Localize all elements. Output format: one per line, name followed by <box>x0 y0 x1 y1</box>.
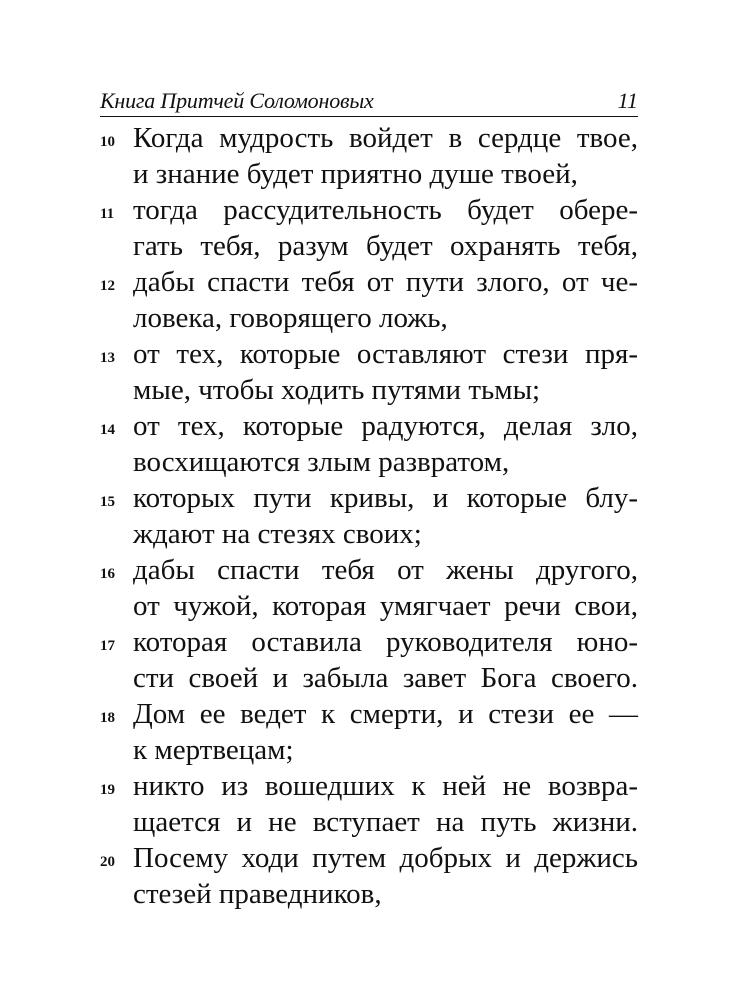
verse <box>100 408 638 480</box>
verse-line: от тех, которые оставляют стези пря- <box>133 338 638 370</box>
verse-line: ловека, говорящего ложь, <box>133 302 448 334</box>
verse-line: тогда рассудительность будет обере- <box>133 194 638 226</box>
header-rule <box>100 116 638 117</box>
book-title: Книга Притчей Соломоновых <box>100 88 374 113</box>
verse-number: 15 <box>100 494 115 510</box>
verse <box>100 264 638 336</box>
verse-line: ждают на стезях своих; <box>133 518 422 550</box>
verse-line: дабы спасти тебя от жены другого, <box>133 554 638 586</box>
verse-line: мые, чтобы ходить путями тьмы; <box>133 374 541 406</box>
verse <box>100 120 638 192</box>
verse-number: 16 <box>100 566 115 582</box>
verse-line: Когда мудрость войдет в сердце твое, <box>133 122 638 154</box>
verse-number: 10 <box>100 134 115 150</box>
verse-number: 13 <box>100 350 115 366</box>
verse-number: 18 <box>100 710 115 726</box>
verse-line: сти своей и забыла завет Бога своего. <box>133 662 638 694</box>
verse-line: щается и не вступает на путь жизни. <box>133 806 638 838</box>
page-number: 11 <box>617 88 638 113</box>
verse <box>100 768 638 840</box>
verse <box>100 192 638 264</box>
verse-list <box>100 120 638 912</box>
running-head <box>100 86 638 116</box>
verse-line: Посему ходи путем добрых и держись <box>133 842 638 874</box>
verse <box>100 480 638 552</box>
verse-number: 17 <box>100 638 115 654</box>
verse <box>100 552 638 624</box>
verse-line: гать тебя, разум будет охранять тебя, <box>133 230 638 262</box>
verse-number: 19 <box>100 782 115 798</box>
verse <box>100 336 638 408</box>
verse-line: и знание будет приятно душе твоей, <box>133 158 578 190</box>
verse-line: к мертвецам; <box>133 734 294 766</box>
verse <box>100 840 638 912</box>
verse-line: от чужой, которая умягчает речи свои, <box>133 590 638 622</box>
verse-number: 14 <box>100 422 115 438</box>
verse-line: от тех, которые радуются, делая зло, <box>133 410 638 442</box>
verse-number: 11 <box>100 206 115 222</box>
verse-number: 20 <box>100 854 115 870</box>
verse <box>100 696 638 768</box>
verse-line: Дом ее ведет к смерти, и стези ее — <box>133 698 638 730</box>
verse-line: которых пути кривы, и которые блу- <box>133 482 638 514</box>
verse <box>100 624 638 696</box>
verse-line: дабы спасти тебя от пути злого, от че- <box>133 266 638 298</box>
verse-number: 12 <box>100 278 115 294</box>
verse-line: никто из вошедших к ней не возвра- <box>133 770 638 802</box>
verse-line: стезей праведников, <box>133 878 382 910</box>
verse-line: восхищаются злым развратом, <box>133 446 510 478</box>
verse-line: которая оставила руководителя юно- <box>133 626 638 658</box>
